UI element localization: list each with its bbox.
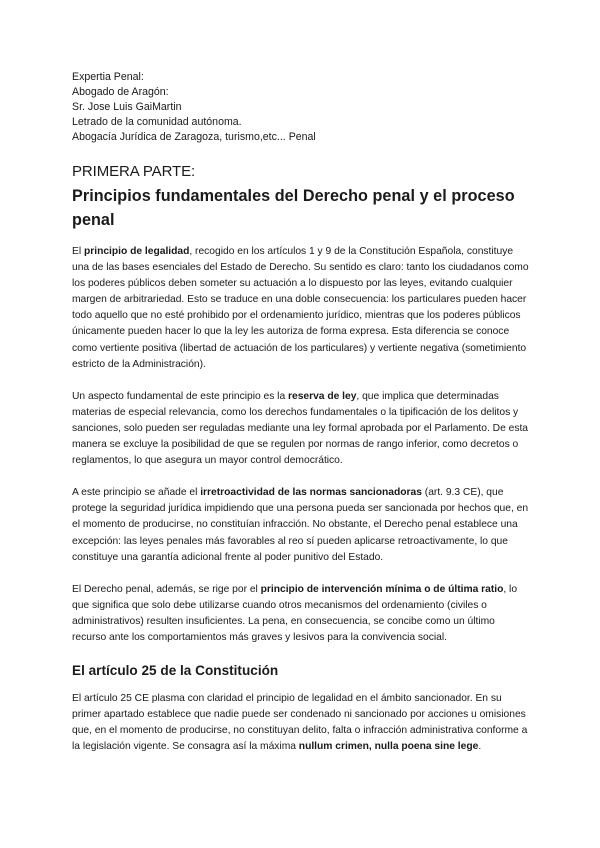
text-run: El artículo 25 CE plasma con claridad el principio de legalidad en el ámbito sancionador. En su primer apartado establece que nadie puede ser condenado ni sancionado por acciones u omisiones que, en el momento de producirse, no constituyan delito, falta o infracción administrativa conforme a la legislación vigente. Se consagra así la máxima: [72, 693, 528, 753]
text-run: El: [72, 246, 84, 257]
text-run: , recogido en los artículos 1 y 9 de la Constitución Española, constituye una de las bases esenciales del Estado de Derecho. Su sentido es claro: tanto los ciudadanos como los poderes públicos deben someter su actuación a lo dispuesto por las leyes, evitando cualquier margen de arbitrariedad. Esto se traduce en una doble consecuencia: los particulares pueden hacer todo aquello que no esté prohibido por el ordenamiento jurídico, mientras que los poderes públicos únicamente pueden hacer lo que la ley les autoriza de forma expresa. Esta diferencia se conoce como vertiente positiva (libertad de actuación de los particulares) y vertiente negativa (sometimiento estricto de la Administración).: [72, 246, 529, 370]
paragraph-irretroactividad: [72, 485, 530, 565]
bold-term: reserva de ley: [288, 390, 357, 402]
text-run: , lo que significa que solo debe utilizarse cuando otros mecanismos del ordenamiento (civiles o administrativos) resulten insuficientes. La pena, en consecuencia, se concibe como un último recurso ante los comportamientos más graves y lesivos para la convivencia social.: [72, 583, 518, 643]
paragraph-legalidad: [72, 244, 530, 373]
text-run: Un aspecto fundamental de este principio es la: [72, 390, 288, 402]
text-run: A este principio se añade el: [72, 487, 201, 499]
bold-term: irretroactividad de las normas sancionadoras: [200, 487, 422, 499]
text-run: (art. 9.3 CE), que protege la seguridad jurídica impidiendo que una persona pueda ser sancionada por hechos que, en el momento de producirse, no constituían infracción. No obstante, el Derecho penal establece una excepción: las leyes penales más favorables al reo sí pueden aplicarse retroactivamente, lo que constituye una garantía adicional frente al poder punitivo del Estado.: [72, 487, 529, 563]
paragraph-reserva-de-ley: [72, 389, 530, 469]
meta-line: Sr. Jose Luis GaiMartin: [72, 101, 182, 113]
bold-term: nullum crimen, nulla poena sine lege: [298, 741, 479, 753]
text-run: El Derecho penal, además, se rige por el: [72, 583, 261, 595]
paragraph-articulo-25: [72, 691, 530, 755]
bold-term: principio de legalidad: [83, 246, 190, 257]
document-page: [72, 70, 530, 771]
meta-line: Letrado de la comunidad autónoma.: [72, 116, 242, 128]
paragraph-intervencion-minima: [72, 582, 530, 646]
meta-line: Abogado de Aragón:: [72, 86, 169, 98]
text-run: , que implica que determinadas materias de especial relevancia, como los derechos fundamentales o la tipificación de los delitos y sanciones, solo pueden ser reguladas mediante una ley formal aprobada por el Parlamento. De esta manera se excluye la posibilidad de que se regulen por normas de rango inferior, como decretos o reglamentos, lo que asegura un mayor control democrático.: [72, 390, 529, 467]
section-heading: El artículo 25 de la Constitución: [72, 663, 279, 679]
text-run: .: [478, 741, 482, 753]
meta-line: Abogacía Jurídica de Zaragoza, turismo,etc... Penal: [72, 131, 316, 143]
document-title: Principios fundamentales del Derecho penal y el proceso penal: [72, 187, 515, 229]
author-info: [72, 70, 530, 145]
part-label: PRIMERA PARTE:: [72, 163, 196, 180]
bold-term: principio de intervención mínima o de última ratio: [260, 583, 504, 595]
meta-line: Expertia Penal:: [72, 71, 144, 83]
